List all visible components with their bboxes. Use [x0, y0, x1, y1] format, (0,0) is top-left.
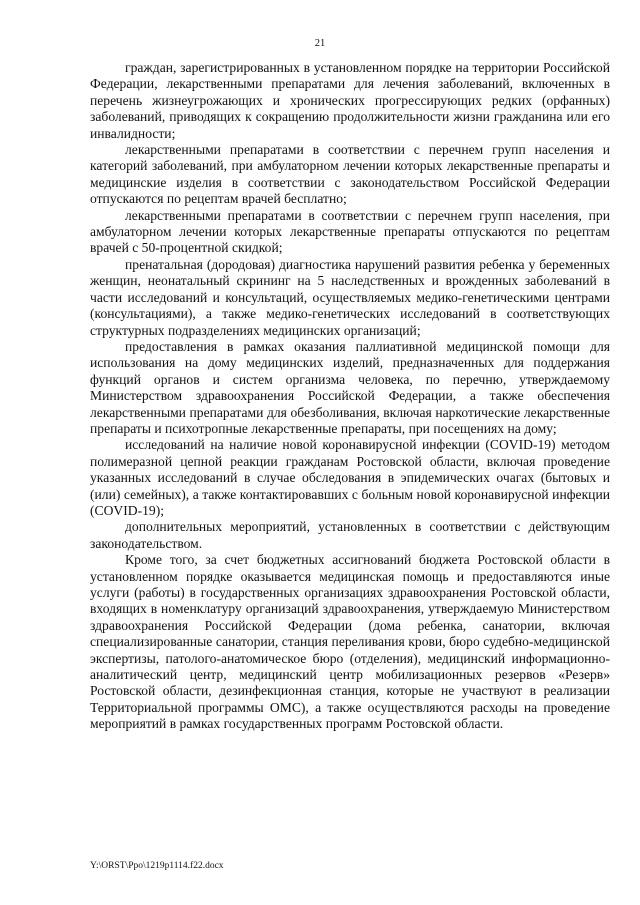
paragraph-covid-testing: исследований на наличие новой коронавирусной инфекции (COVID-19) методом полимеразной цепной реакции гражданам Ростовской области, включая проведение указанных исследований в случае обследования в эпидемических очагах (бытовых и (или) семейных), а также контактировавших с больным новой коронавирусной инфекции (COVID-19); — [90, 437, 610, 518]
document-body — [90, 60, 610, 733]
paragraph-palliative-care: предоставления в рамках оказания паллиативной медицинской помощи для использования на дому медицинских изделий, предназначенных для поддержания функций органов и систем организма человека, по перечню, утверждаемому Министерством здравоохранения Российской Федерации, а также обеспечения лекарственными препаратами для обезболивания, включая наркотические лекарственные препараты и психотропные лекарственные препараты, при посещениях на дому; — [90, 338, 610, 436]
paragraph-rare-diseases: граждан, зарегистрированных в установленном порядке на территории Российской Федерации, лекарственными препаратами для лечения заболеваний, включенных в перечень жизнеугрожающих и хронических прогрессирующих редких (орфанных) заболеваний, приводящих к сокращению продолжительности жизни гражданина или его инвалидности; — [90, 60, 610, 141]
page-number: 21 — [314, 38, 326, 49]
paragraph-discount-prescriptions: лекарственными препаратами в соответствии с перечнем групп населения, при амбулаторном лечении которых лекарственные препараты отпускаются по рецептам врачей с 50-процентной скидкой; — [90, 207, 610, 256]
paragraph-regional-budget: Кроме того, за счет бюджетных ассигнований бюджета Ростовской области в установленном порядке оказывается медицинская помощь и предоставляются иные услуги (работы) в государственных организациях здравоохранения Ростовской области, входящих в номенклатуру организаций здравоохранения, утверждаемую Министерством здравоохранения Российской Федерации (дома ребенка, санатории, включая специализированные санатории, станция переливания крови, бюро судебно-медицинской экспертизы, патолого-анатомическое бюро (отделения), медицинский информационно-аналитический центр, медицинский центр мобилизационных резервов «Резерв» Ростовской области, дезинфекционная станция, которые не участвуют в реализации Территориальной программы ОМС), а также осуществляются расходы на проведение мероприятий в рамках государственных программ Ростовской области. — [90, 552, 610, 732]
file-path-footer: Y:\ORST\Ppo\1219p1114.f22.docx — [90, 861, 224, 871]
paragraph-additional-measures: дополнительных мероприятий, установленных в соответствии с действующим законодательством. — [90, 519, 610, 551]
paragraph-free-prescriptions: лекарственными препаратами в соответствии с перечнем групп населения и категорий заболеваний, при амбулаторном лечении которых лекарственные препараты и медицинские изделия в соответствии с законодательством Российской Федерации отпускаются по рецептам врачей бесплатно; — [90, 142, 610, 207]
paragraph-prenatal-diagnostics: пренатальная (дородовая) диагностика нарушений развития ребенка у беременных женщин, неонатальный скрининг на 5 наследственных и врожденных заболеваний в части исследований и консультаций, осуществляемых медико-генетическими центрами (консультациями), а также медико-генетических исследований в соответствующих структурных подразделениях медицинских организаций; — [90, 256, 610, 338]
